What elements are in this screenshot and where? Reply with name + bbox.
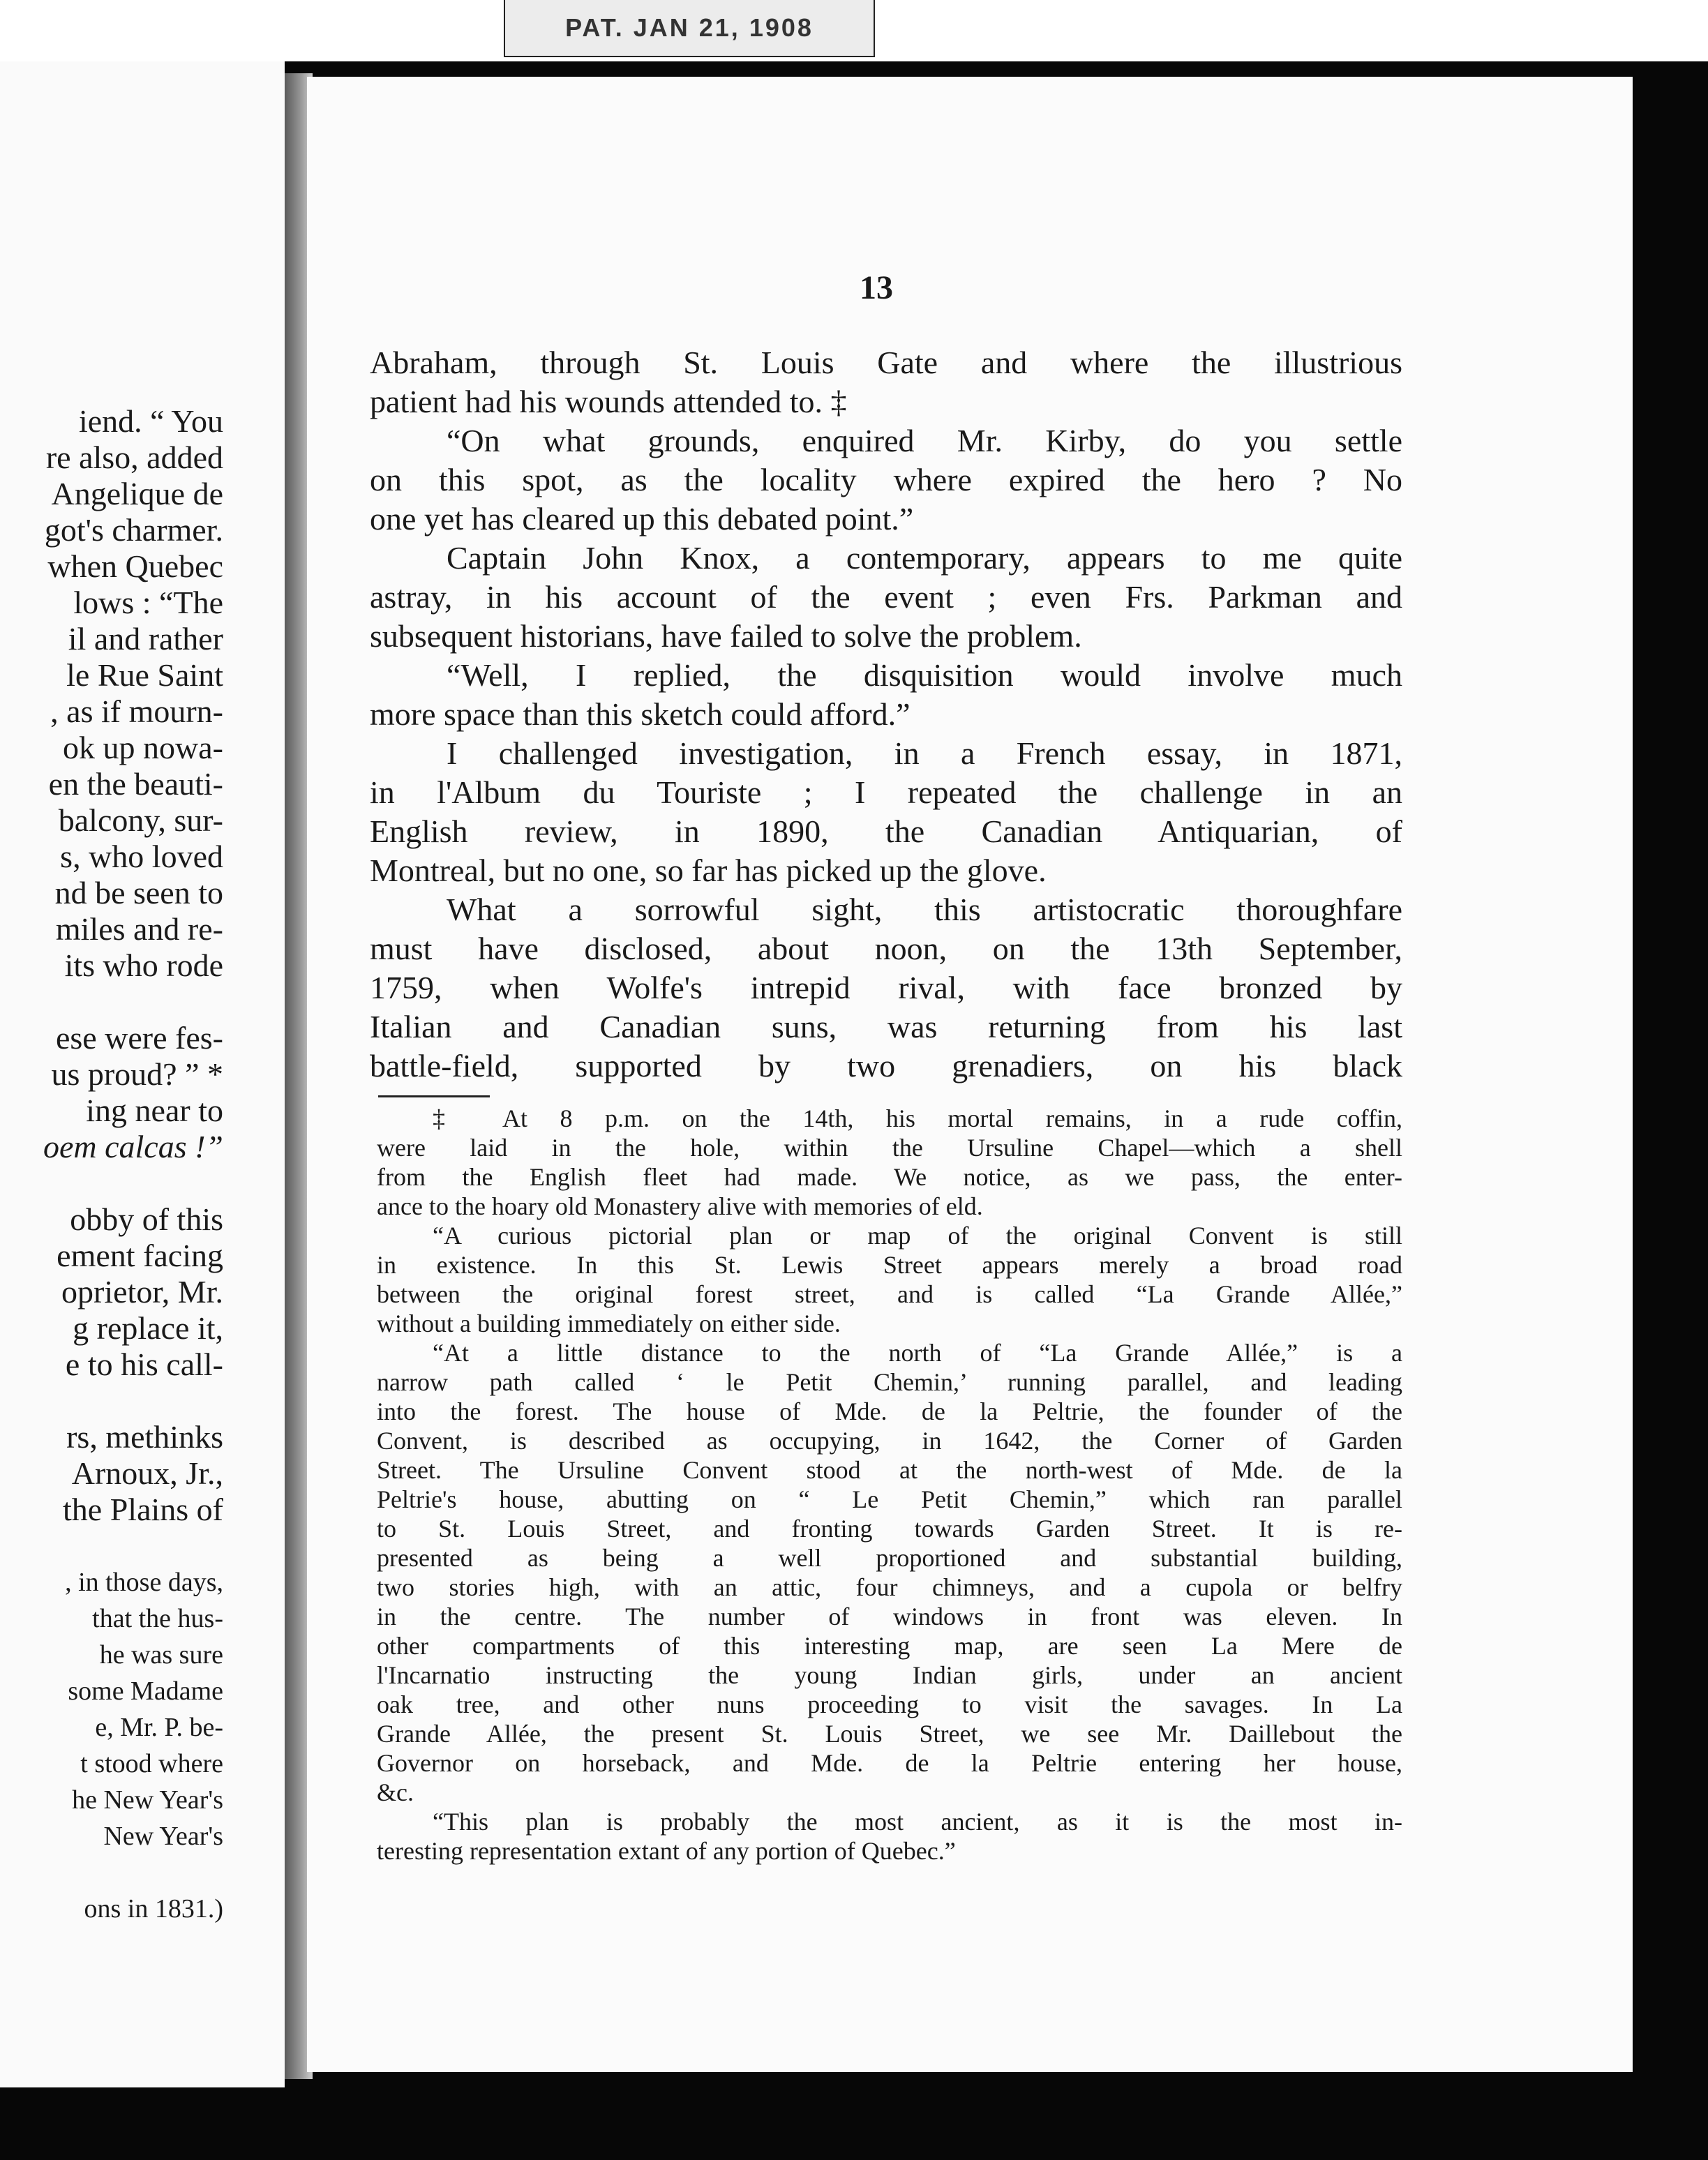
footnote-line: “This plan is probably the most ancient, as it is the most in- bbox=[433, 1808, 1402, 1836]
footnote-line: to St. Louis Street, and fronting towards Garden Street. It is re- bbox=[377, 1515, 1402, 1543]
footnote-line: in the centre. The number of windows in front was eleven. In bbox=[377, 1603, 1402, 1630]
footnote-line: &c. bbox=[377, 1778, 414, 1806]
body-line: astray, in his account of the event ; even Frs. Parkman and bbox=[370, 579, 1402, 615]
body-line: on this spot, as the locality where expired the hero ? No bbox=[370, 462, 1402, 497]
left-line: he New Year's bbox=[72, 1785, 223, 1815]
left-line: s, who loved bbox=[60, 839, 223, 874]
footnote-line: “A curious pictorial plan or map of the original Convent is still bbox=[433, 1222, 1402, 1250]
left-line: ing near to bbox=[86, 1093, 223, 1128]
body-line: “Well, I replied, the disquisition would involve much bbox=[447, 657, 1402, 693]
body-line: Italian and Canadian suns, was returning from his last bbox=[370, 1009, 1402, 1044]
left-line: , as if mourn- bbox=[50, 693, 223, 729]
body-line: one yet has cleared up this debated point.” bbox=[370, 501, 914, 537]
body-line: 1759, when Wolfe's intrepid rival, with face bronzed by bbox=[370, 970, 1402, 1005]
footnote-line: ‡ At 8 p.m. on the 14th, his mortal remains, in a rude coffin, bbox=[433, 1104, 1402, 1132]
left-line: some Madame bbox=[68, 1677, 223, 1706]
left-line: balcony, sur- bbox=[58, 802, 223, 838]
footnote-line: teresting representation extant of any portion of Quebec.” bbox=[377, 1837, 956, 1865]
footnote-line: other compartments of this interesting map, are seen La Mere de bbox=[377, 1632, 1402, 1660]
footnote-line: “At a little distance to the north of “La Grande Allée,” is a bbox=[433, 1339, 1402, 1367]
body-line: What a sorrowful sight, this artistocratic thoroughfare bbox=[447, 892, 1402, 927]
left-line: when Quebec bbox=[47, 548, 223, 584]
left-line: its who rode bbox=[64, 947, 223, 983]
footnote-line: Governor on horseback, and Mde. de la Peltrie entering her house, bbox=[377, 1749, 1402, 1777]
footnote-rule bbox=[378, 1095, 490, 1097]
left-line: g replace it, bbox=[73, 1310, 223, 1346]
body-text bbox=[370, 343, 1402, 1086]
left-line: New Year's bbox=[103, 1822, 223, 1851]
left-line: Arnoux, Jr., bbox=[71, 1455, 223, 1491]
footnote-line: l'Incarnatio instructing the young Indian girls, under an ancient bbox=[377, 1661, 1402, 1689]
left-gap bbox=[0, 1528, 223, 1564]
body-line: subsequent historians, have failed to solve the problem. bbox=[370, 618, 1082, 654]
body-line: in l'Album du Touriste ; I repeated the challenge in an bbox=[370, 774, 1402, 810]
body-line: Abraham, through St. Louis Gate and where the illustrious bbox=[370, 345, 1402, 380]
left-gap bbox=[0, 984, 223, 1020]
left-line: re also, added bbox=[45, 440, 223, 475]
left-line: rs, methinks bbox=[66, 1419, 223, 1455]
body-line: patient had his wounds attended to. ‡ bbox=[370, 384, 847, 419]
footnote-line: Convent, is described as occupying, in 1642, the Corner of Garden bbox=[377, 1427, 1402, 1455]
left-line: oem calcas !” bbox=[43, 1129, 223, 1164]
body-line: more space than this sketch could afford.” bbox=[370, 696, 911, 732]
left-line: lows : “The bbox=[73, 585, 223, 620]
left-line: il and rather bbox=[68, 621, 223, 657]
left-line: that the hus- bbox=[92, 1604, 223, 1633]
left-line: ok up nowa- bbox=[63, 730, 223, 765]
left-line: miles and re- bbox=[55, 911, 223, 947]
footnote-line: between the original forest street, and is called “La Grande Allée,” bbox=[377, 1280, 1402, 1308]
footnote-line: Grande Allée, the present St. Louis Street, we see Mr. Daillebout the bbox=[377, 1720, 1402, 1748]
left-gap bbox=[0, 1854, 223, 1891]
patent-stamp-text: PAT. JAN 21, 1908 bbox=[565, 13, 814, 42]
left-line: us proud? ” * bbox=[51, 1056, 223, 1092]
footnote-line: into the forest. The house of Mde. de la Peltrie, the founder of the bbox=[377, 1397, 1402, 1425]
left-page-text bbox=[0, 403, 223, 2008]
body-line: I challenged investigation, in a French essay, in 1871, bbox=[447, 735, 1402, 771]
left-line: he was sure bbox=[99, 1640, 223, 1670]
footnote-line: were laid in the hole, within the Ursuline Chapel—which a shell bbox=[377, 1134, 1402, 1162]
footnote-line: Street. The Ursuline Convent stood at the north-west of Mde. de la bbox=[377, 1456, 1402, 1484]
body-line: must have disclosed, about noon, on the 13th September, bbox=[370, 931, 1402, 966]
left-line: obby of this bbox=[70, 1201, 223, 1237]
left-line: ons in 1831.) bbox=[84, 1894, 223, 1923]
left-line: got's charmer. bbox=[44, 512, 223, 548]
left-line: , in those days, bbox=[65, 1568, 223, 1597]
left-line: ement facing bbox=[57, 1238, 223, 1273]
patent-stamp bbox=[504, 0, 875, 57]
left-line: e to his call- bbox=[65, 1347, 223, 1382]
left-line: t stood where bbox=[80, 1749, 223, 1778]
left-gap bbox=[0, 1165, 223, 1201]
footnote-line: Peltrie's house, abutting on “ Le Petit Chemin,” which ran parallel bbox=[377, 1485, 1402, 1513]
footnote-line: in existence. In this St. Lewis Street appears merely a broad road bbox=[377, 1251, 1402, 1279]
left-gap bbox=[0, 1383, 223, 1419]
body-line: battle-field, supported by two grenadiers, on his black bbox=[370, 1048, 1402, 1083]
body-line: English review, in 1890, the Canadian Antiquarian, of bbox=[370, 813, 1402, 849]
left-line: the Plains of bbox=[63, 1492, 223, 1527]
footnote-line: without a building immediately on either side. bbox=[377, 1310, 841, 1337]
left-line: ese were fes- bbox=[55, 1020, 223, 1056]
footnote-line: oak tree, and other nuns proceeding to visit the savages. In La bbox=[377, 1690, 1402, 1718]
body-line: Captain John Knox, a contemporary, appears to me quite bbox=[447, 540, 1402, 576]
body-line: “On what grounds, enquired Mr. Kirby, do you settle bbox=[447, 423, 1402, 458]
footnote-line: from the English fleet had made. We notice, as we pass, the enter- bbox=[377, 1163, 1402, 1191]
footnote-line: narrow path called ‘ le Petit Chemin,’ running parallel, and leading bbox=[377, 1368, 1402, 1396]
left-line: le Rue Saint bbox=[66, 657, 223, 693]
left-line: Angelique de bbox=[51, 476, 223, 511]
footnote-line: presented as being a well proportioned and substantial building, bbox=[377, 1544, 1402, 1572]
body-line: Montreal, but no one, so far has picked up the glove. bbox=[370, 853, 1047, 888]
left-line: e, Mr. P. be- bbox=[95, 1713, 223, 1742]
left-page bbox=[0, 61, 285, 2087]
footnotes bbox=[377, 1104, 1402, 1866]
left-line: iend. “ You bbox=[78, 403, 223, 439]
page-number: 13 bbox=[860, 269, 893, 306]
left-line: en the beauti- bbox=[48, 766, 223, 802]
footnote-line: two stories high, with an attic, four chimneys, and a cupola or belfry bbox=[377, 1573, 1402, 1601]
left-line: nd be seen to bbox=[54, 875, 223, 910]
left-line: oprietor, Mr. bbox=[61, 1274, 223, 1310]
footnote-line: ance to the hoary old Monastery alive with memories of eld. bbox=[377, 1192, 983, 1220]
